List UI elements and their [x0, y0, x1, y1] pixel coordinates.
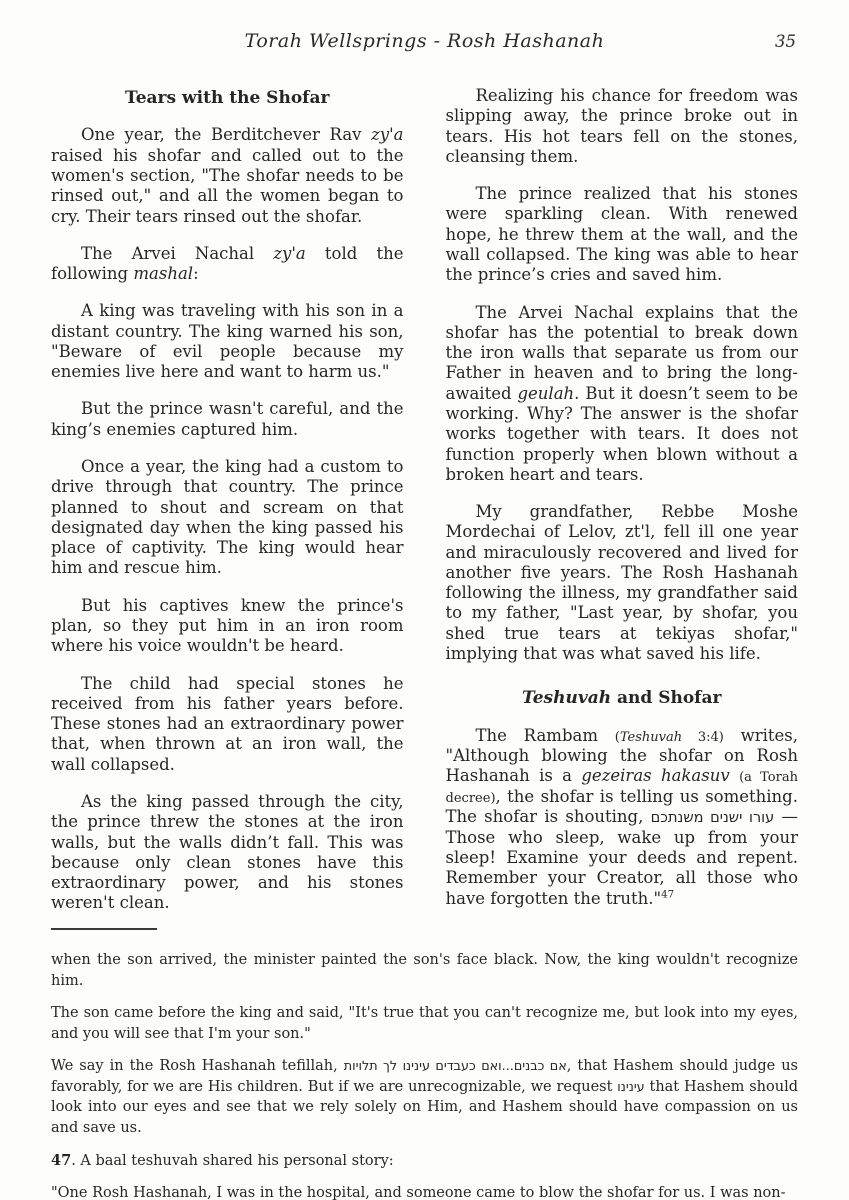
text-run: A king was traveling with his son in a distant country. The king warned his son, "Beware of evil people because my enemies live here and want to harm us." — [51, 301, 409, 382]
body-columns — [0, 86, 849, 916]
text-run: — Those who sleep, wake up from your sleep! Examine your deeds and repent. Remember your Creator, all those who have forgotten the truth." — [445, 806, 804, 908]
running-header-title: Torah Wellsprings - Rosh Hashanah — [244, 30, 605, 52]
footnote-paragraph — [51, 1003, 803, 1044]
text-run: But the prince wasn't careful, and the king’s enemies captured him. — [51, 399, 409, 439]
text-run: that Hashem should look into our eyes and see that we rely solely on Him, and Hashem should have compassion on us and save us. — [51, 1078, 803, 1137]
text-run: (a Torah decree) — [445, 770, 803, 806]
footnote-paragraph — [51, 1056, 803, 1138]
text-run: עורו ישנים משנתכם — [650, 809, 775, 826]
paragraph — [51, 301, 409, 382]
text-run: told the following — [51, 243, 409, 284]
paragraph — [51, 125, 409, 226]
text-run: : — [193, 264, 199, 284]
paragraph — [445, 502, 804, 664]
paragraph — [51, 595, 409, 657]
text-run: writes, "Although blowing the shofar on Rosh Hashanah is a — [445, 725, 804, 786]
text-run: Once a year, the king had a custom to drive through that country. The prince planned to shout and scream on that designated day when the king passed his place of captivity. The king would hear him and rescue him. — [51, 457, 409, 578]
text-run — [730, 766, 739, 785]
running-header — [0, 0, 849, 64]
text-run: The Arvei Nachal — [81, 243, 274, 263]
text-run: As the king passed through the city, the prince threw the stones at the iron walls, but the walls didn’t fall. This was because only clean stones have this extraordinary power, and his stones weren't clean. — [51, 791, 409, 913]
paragraph — [445, 725, 804, 909]
text-run: We say in the Rosh Hashanah tefillah, — [51, 1058, 344, 1075]
text-run: , that Hashem should judge us favorably, for we are His children. But if we are unrecognizable, we request — [51, 1058, 803, 1095]
paragraph — [445, 184, 804, 285]
footnotes-section — [0, 928, 849, 1200]
footnote-paragraph — [51, 1183, 798, 1200]
text-run: zy'a — [371, 125, 404, 145]
section-heading-tears-with-the-shofar — [51, 88, 404, 108]
footnote-separator — [51, 928, 157, 930]
paragraph — [51, 791, 409, 914]
text-run: mashal — [133, 264, 194, 284]
paragraph — [51, 243, 409, 285]
text-run: when the son arrived, the minister painted the son's face black. Now, the king wouldn't recognize him. — [51, 952, 803, 989]
text-run: אם כבנים...ואם כעבדים עינינו לך תלויות — [343, 1059, 567, 1075]
text-run: Teshuvah — [522, 688, 612, 709]
text-run: My grandfather, Rebbe Moshe Mordechai of Lelov, zt'l, fell ill one year and miraculously recovered and lived for another five years. The Rosh Hashanah following the illness, my grandfather said to my father, "Last year, by shofar, you shed true tears at tekiyas shofar," implying that was what saved his life. — [445, 502, 804, 664]
text-run: ( — [614, 729, 620, 745]
paragraph — [445, 302, 804, 486]
paragraph — [445, 86, 804, 167]
text-run: "One Rosh Hashanah, I was in the hospital, and someone came to blow the shofar for us. I was non- — [51, 1185, 786, 1200]
text-run: zy'a — [273, 243, 306, 263]
text-run: The son came before the king and said, "It's true that you can't recognize me, but look into my eyes, and you will see that I'm your son." — [51, 1005, 803, 1042]
text-run: gezeiras hakasuv — [581, 766, 730, 786]
text-run: Teshuvah — [619, 729, 683, 745]
text-run: עינינו — [617, 1079, 645, 1095]
text-run: . But it doesn’t seem to be working. Why? The answer is the shofar works together with tears. It does not function properly when blown without a broken heart and tears. — [445, 383, 804, 484]
paragraph — [51, 457, 409, 579]
footnote-paragraph — [51, 1151, 798, 1172]
text-run: Tears with the Shofar — [125, 88, 330, 108]
section-heading-teshuvah-and-shofar — [446, 688, 799, 708]
paragraph — [51, 399, 409, 440]
page-number: 35 — [775, 32, 796, 51]
left-column — [51, 86, 409, 914]
text-run: The child had special stones he received from his father years before. These stones had an extraordinary power that, when thrown at an iron wall, the wall collapsed. — [51, 673, 409, 774]
text-run: The prince realized that his stones were sparkling clean. With renewed hope, he threw them at the wall, and the wall collapsed. The king was able to hear the prince’s cries and saved him. — [445, 184, 804, 285]
text-run: . A baal teshuvah shared his personal story: — [71, 1152, 394, 1169]
text-run: The Arvei Nachal explains that the shofar has the potential to break down the iron walls that separate us from our Father in heaven and to bring the long-awaited — [445, 302, 804, 403]
text-run: raised his shofar and called out to the women's section, "The shofar needs to be rinsed out," and all the women began to cry. Their tears rinsed out the shofar. — [51, 125, 409, 226]
text-run: Realizing his chance for freedom was slipping away, the prince broke out in tears. His hot tears fell on the stones, cleansing them. — [445, 86, 804, 166]
text-run: , the shofar is telling us something. The shofar is shouting, — [445, 786, 804, 826]
footnote-paragraph — [51, 950, 803, 991]
text-run: 3:4) — [682, 729, 724, 745]
text-run: and Shofar — [611, 688, 722, 709]
text-run: 47 — [51, 1151, 72, 1169]
paragraph — [51, 673, 409, 775]
text-run: 47 — [661, 889, 675, 901]
text-run: But his captives knew the prince's plan, so they put him in an iron room where his voice wouldn't be heard. — [51, 595, 409, 656]
text-run: One year, the Berditchever Rav — [81, 125, 372, 145]
text-run: The Rambam — [475, 725, 615, 745]
right-column — [445, 86, 804, 909]
text-run: geulah — [517, 383, 575, 403]
